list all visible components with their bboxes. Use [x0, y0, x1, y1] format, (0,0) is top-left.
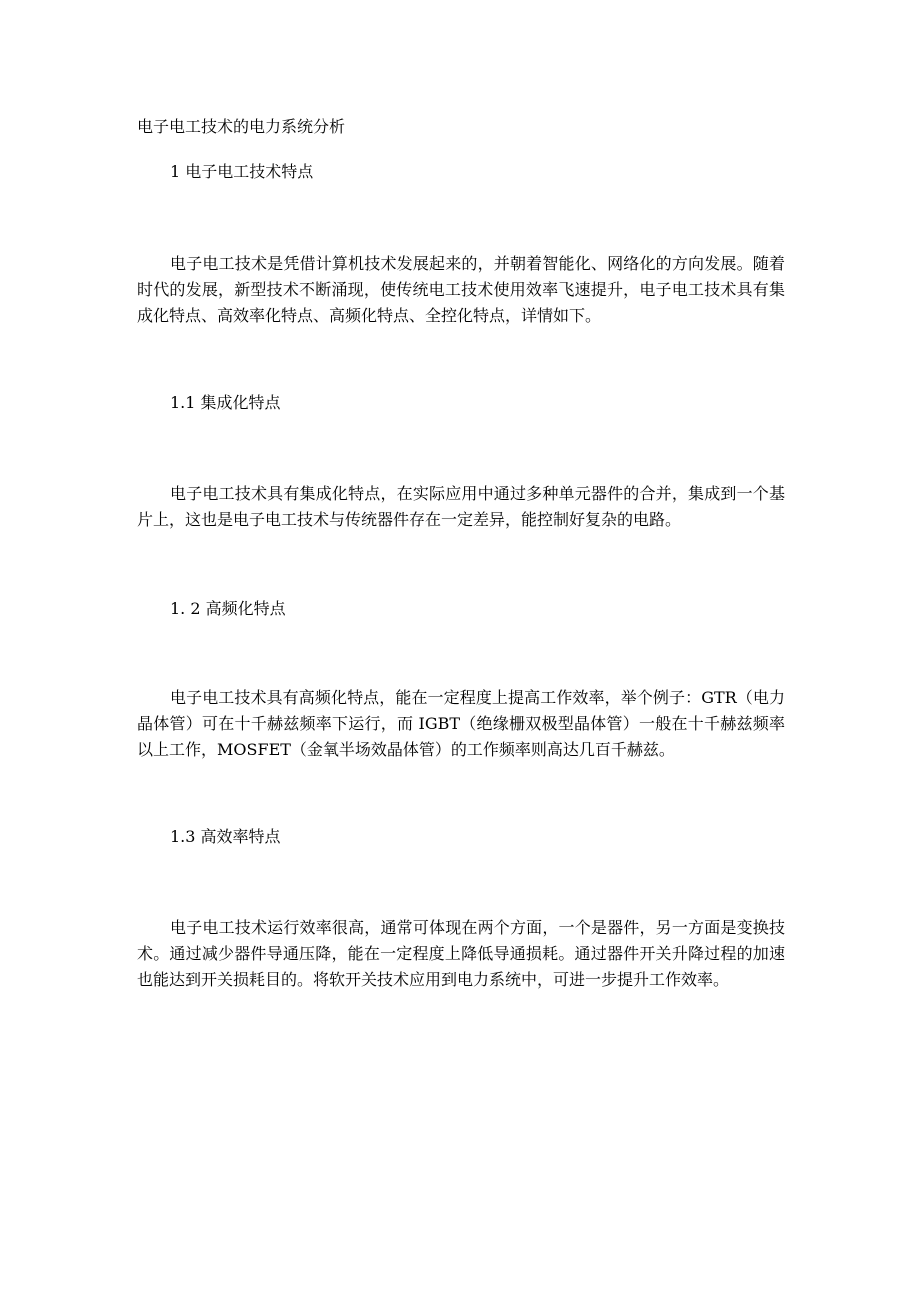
- section-paragraph-1-2: 电子电工技术具有高频化特点，能在一定程度上提高工作效率，举个例子：GTR（电力晶体管）可在十千赫兹频率下运行，而 IGBT（绝缘栅双极型晶体管）一般在十千赫兹频率以上工作，MOSFET（金氧半场效晶体管）的工作频率则高达几百千赫兹。: [137, 688, 785, 759]
- document-title: 电子电工技术的电力系统分析: [137, 117, 346, 136]
- section-paragraph-1-3: 电子电工技术运行效率很高，通常可体现在两个方面，一个是器件，另一方面是变换技术。通过减少器件导通压降，能在一定程度上降低导通损耗。通过器件开关升降过程的加速也能达到开关损耗目的。将软开关技术应用到电力系统中，可进一步提升工作效率。: [137, 918, 785, 989]
- section-heading-1-2: 1. 2 高频化特点: [170, 599, 286, 618]
- section-heading-1: 1 电子电工技术特点: [170, 162, 314, 181]
- section-heading-1-1: 1.1 集成化特点: [170, 393, 281, 412]
- section-paragraph-1: 电子电工技术是凭借计算机技术发展起来的，并朝着智能化、网络化的方向发展。随着时代的发展，新型技术不断涌现，使传统电工技术使用效率飞速提升，电子电工技术具有集成化特点、高效率化特点、高频化特点、全控化特点，详情如下。: [137, 254, 785, 325]
- section-heading-1-3: 1.3 高效率特点: [170, 827, 281, 846]
- section-paragraph-1-1: 电子电工技术具有集成化特点，在实际应用中通过多种单元器件的合并，集成到一个基片上，这也是电子电工技术与传统器件存在一定差异，能控制好复杂的电路。: [137, 484, 785, 529]
